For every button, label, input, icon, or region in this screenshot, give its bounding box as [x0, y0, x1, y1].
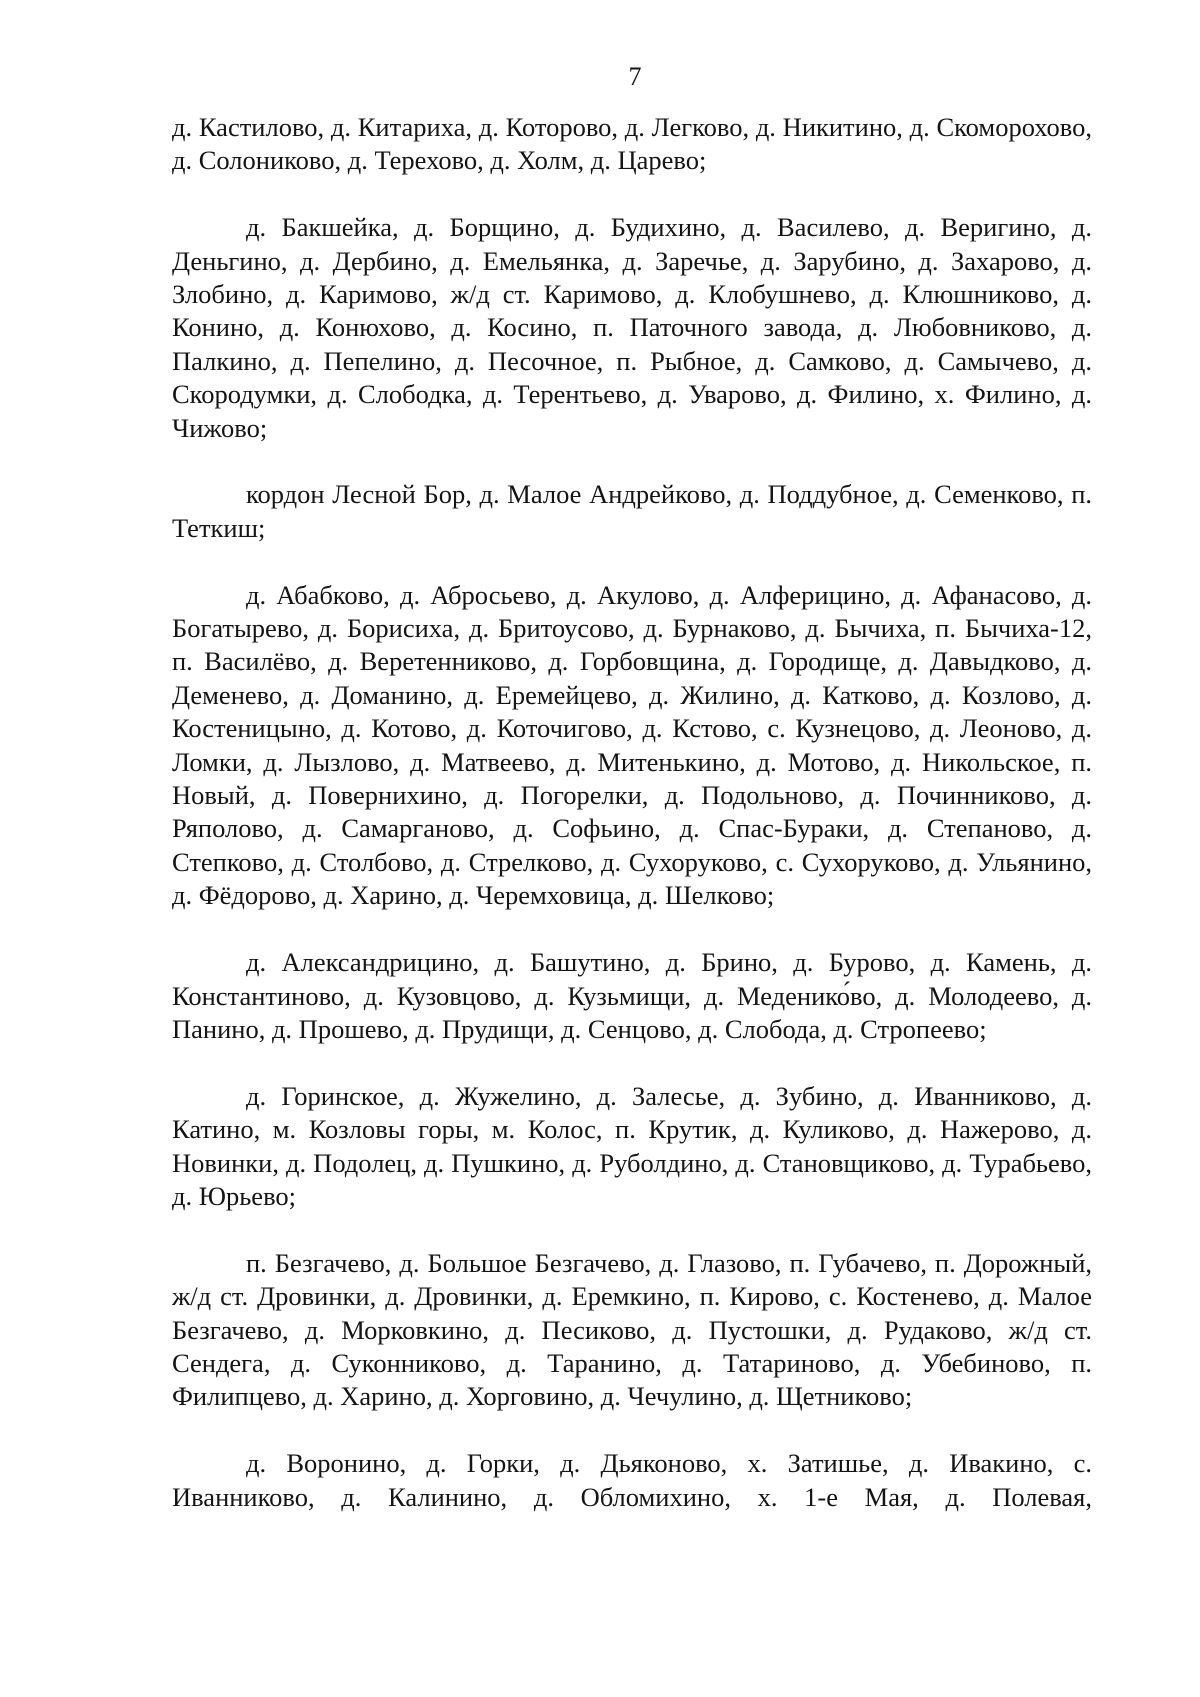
- paragraph-settlements-6: д. Горинское, д. Жужелино, д. Залесье, д. Зубино, д. Иванниково, д. Катино, м. Козловы горы, м. Колос, п. Крутик, д. Куликово, д. Нажерово, д. Новинки, д. Подолец, д. Пушкино, д. Руболдино, д. Становщиково, д. Турабьево, д. Юрьево;: [172, 1080, 1092, 1211]
- document-body: [172, 111, 1092, 1514]
- paragraph-settlements-2: д. Бакшейка, д. Борщино, д. Будихино, д. Василево, д. Веригино, д. Деньгино, д. Дербино, д. Емельянка, д. Заречье, д. Зарубино, д. Захарово, д. Злобино, д. Каримово, ж/д ст. Каримово, д. Клобушнево, д. Клюшниково, д. Конино, д. Конюхово, д. Косино, п. Паточного завода, д. Любовниково, д. Палкино, д. Пепелино, д. Песочное, п. Рыбное, д. Самково, д. Самычево, д. Скородумки, д. Слободка, д. Терентьево, д. Уварово, д. Филино, х. Филино, д. Чижово;: [172, 212, 1092, 443]
- paragraph-settlements-1: д. Кастилово, д. Китариха, д. Которово, д. Легково, д. Никитино, д. Скоморохово, д. Солониково, д. Терехово, д. Холм, д. Царево;: [172, 112, 1092, 176]
- page-number: 7: [628, 62, 642, 91]
- paragraph-settlements-5: д. Александрицино, д. Башутино, д. Брино, д. Бурово, д. Камень, д. Константиново, д. Кузовцово, д. Кузьмищи, д. Меденико́во, д. Молодеево, д. Панино, д. Прошево, д. Прудищи, д. Сенцово, д. Слобода, д. Стропеево;: [172, 947, 1092, 1044]
- paragraph-settlements-8: д. Воронино, д. Горки, д. Дьяконово, х. Затишье, д. Ивакино, с. Иванниково, д. Калинино, д. Обломихино, х. 1-е Мая, д. Полевая,: [172, 1448, 1092, 1512]
- paragraph-settlements-4: д. Абабково, д. Абросьево, д. Акулово, д. Алферицино, д. Афанасово, д. Богатырево, д. Борисиха, д. Бритоусово, д. Бурнаково, д. Бычиха, п. Бычиха-12, п. Василёво, д. Веретенниково, д. Горбовщина, д. Городище, д. Давыдково, д. Деменево, д. Доманино, д. Еремейцево, д. Жилино, д. Катково, д. Козлово, д. Костеницыно, д. Котово, д. Коточигово, д. Кстово, с. Кузнецово, д. Леоново, д. Ломки, д. Лызлово, д. Матвеево, д. Митенькино, д. Мотово, д. Никольское, п. Новый, д. Повернихино, д. Погорелки, д. Подольново, д. Починниково, д. Ряполово, д. Самарганово, д. Софьино, д. Спас-Бураки, д. Степаново, д. Степково, д. Столбово, д. Стрелково, д. Сухоруково, с. Сухоруково, д. Ульянино, д. Фёдорово, д. Харино, д. Черемховица, д. Шелково;: [172, 579, 1092, 911]
- paragraph-settlements-7: п. Безгачево, д. Большое Безгачево, д. Глазово, п. Губачево, п. Дорожный, ж/д ст. Дровинки, д. Дровинки, д. Еремкино, п. Кирово, с. Костенево, д. Малое Безгачево, д. Морковкино, д. Песиково, д. Пустошки, д. Рудаково, ж/д ст. Сендега, д. Суконниково, д. Таранино, д. Татариново, д. Убебиново, п. Филипцево, д. Харино, д. Хорговино, д. Чечулино, д. Щетниково;: [172, 1247, 1092, 1412]
- paragraph-settlements-3: кордон Лесной Бор, д. Малое Андрейково, д. Поддубное, д. Семенково, п. Теткиш;: [172, 479, 1092, 543]
